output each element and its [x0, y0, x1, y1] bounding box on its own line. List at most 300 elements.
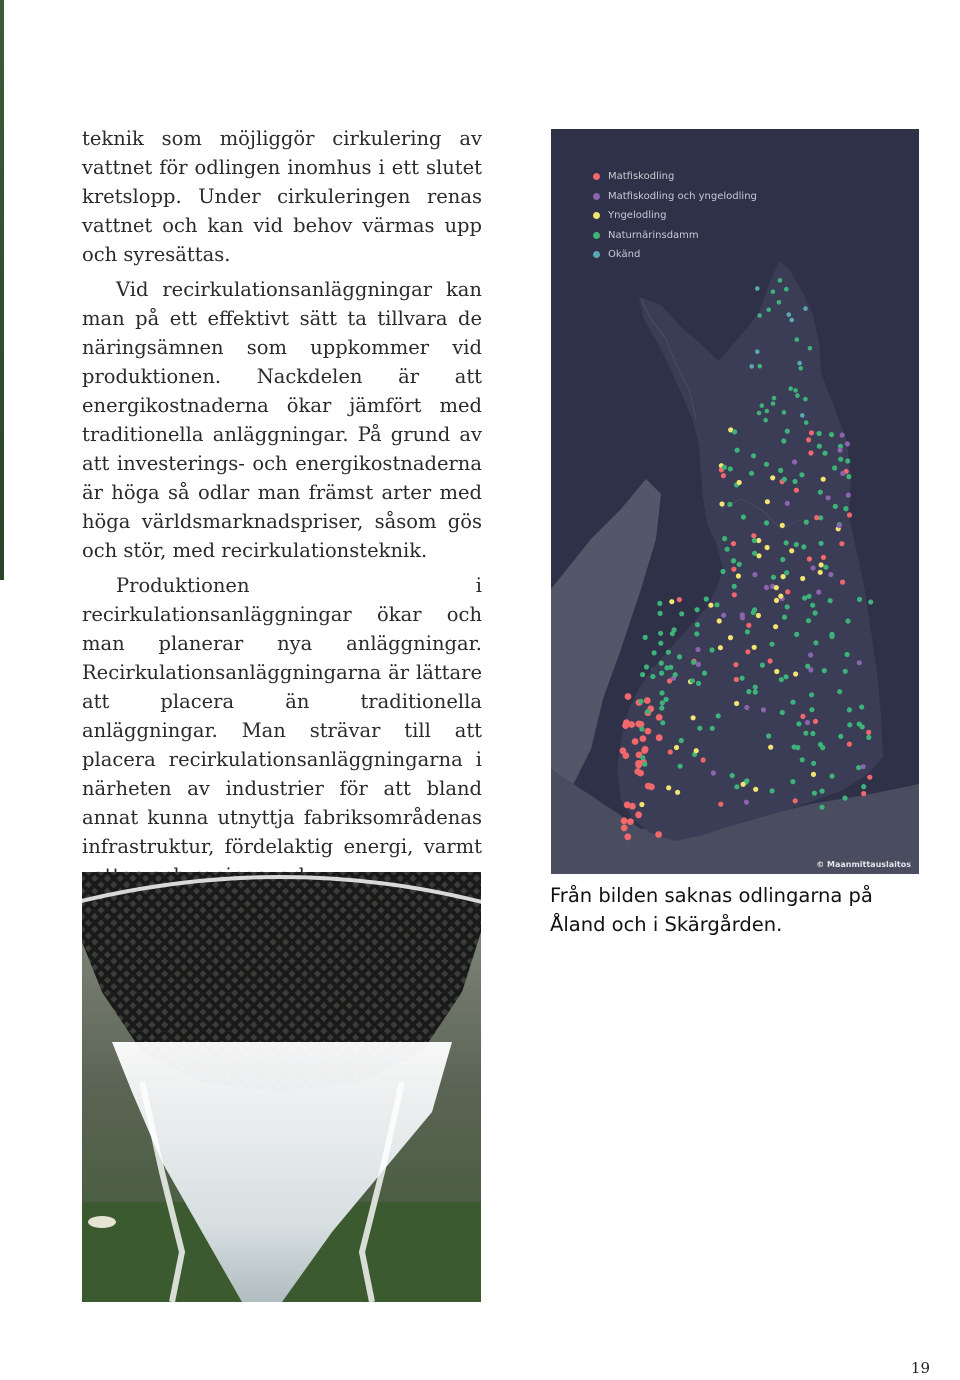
farm-dot [645, 728, 652, 735]
legend-dot-icon [593, 232, 600, 239]
farm-dot [847, 512, 852, 517]
farm-dot [770, 788, 775, 793]
farm-dot [749, 471, 754, 476]
farm-dot [794, 542, 799, 547]
farm-dot [785, 501, 790, 506]
page-number: 19 [910, 1359, 930, 1377]
farm-dot [769, 642, 774, 647]
farm-dot [730, 773, 735, 778]
farm-dot [694, 631, 699, 636]
farm-dot [818, 570, 823, 575]
farm-dot [859, 704, 864, 709]
farm-dot [679, 738, 684, 743]
farm-dot [725, 547, 730, 552]
farm-dot [744, 778, 749, 783]
farm-dot [832, 465, 837, 470]
farm-dot [805, 720, 810, 725]
farm-dot [722, 536, 727, 541]
farm-dot [861, 784, 866, 789]
farm-dot [821, 477, 826, 482]
farm-dot [798, 366, 803, 371]
farm-dot [728, 635, 733, 640]
legend-item [593, 167, 757, 187]
farm-dot [660, 700, 665, 705]
farm-dot [774, 598, 779, 603]
farm-dot [780, 523, 785, 528]
farm-dot [785, 429, 790, 434]
farm-dot [745, 649, 750, 654]
farm-dot [710, 726, 715, 731]
farm-dot [752, 572, 757, 577]
farm-dot [790, 779, 795, 784]
farm-dot [808, 450, 813, 455]
farm-dot [809, 430, 814, 435]
farm-dot [659, 706, 664, 711]
farm-dot [733, 662, 738, 667]
farm-dot [643, 635, 648, 640]
farm-dot [808, 652, 813, 657]
farm-dot [732, 592, 737, 597]
farm-dot [658, 641, 663, 646]
farm-dot [658, 611, 663, 616]
farm-dot [778, 594, 783, 599]
farm-dot [736, 573, 741, 578]
legend-label: Matfiskodling [608, 171, 675, 183]
farm-dot [810, 603, 815, 608]
farm-dot [719, 501, 724, 506]
farm-dot [644, 664, 649, 669]
farm-dot [784, 570, 789, 575]
farm-dot [823, 565, 828, 570]
farm-dot [811, 761, 816, 766]
farm-dot [731, 558, 736, 563]
farm-dot [801, 544, 806, 549]
farm-dot [840, 580, 845, 585]
farm-dot [673, 672, 678, 677]
farm-dot [650, 674, 655, 679]
farm-dot [639, 802, 644, 807]
farm-dot [694, 748, 699, 753]
farm-dot [843, 669, 848, 674]
farm-dot [704, 596, 709, 601]
farm-dot [721, 613, 726, 618]
farm-dot [773, 624, 778, 629]
farm-dot [847, 742, 852, 747]
legend-dot-icon [593, 173, 600, 180]
farm-dot [734, 701, 739, 706]
farm-dot [620, 747, 627, 754]
paragraph-1: teknik som möjliggör cirkulering av vattnet för odlingen inomhus i ett slutet kretslopp. Under cirkuleringen renas vattnet och kan vid behov värmas upp och syresättas. [82, 127, 482, 266]
farm-dot [621, 825, 628, 832]
farm-dot [702, 671, 707, 676]
farm-dot [677, 654, 682, 659]
farm-dot [768, 658, 773, 663]
legend-dot-icon [593, 212, 600, 219]
farm-dot [847, 707, 852, 712]
farm-dot [837, 689, 842, 694]
map-legend [593, 167, 757, 265]
farm-dot [666, 785, 671, 790]
farm-dot [735, 448, 740, 453]
farm-dot [657, 601, 662, 606]
farm-dot [674, 745, 679, 750]
farm-dot [718, 802, 723, 807]
farm-dot [799, 472, 804, 477]
farm-dot [845, 458, 850, 463]
farm-dot [752, 538, 757, 543]
farm-dot [634, 768, 641, 775]
farm-dot [770, 475, 775, 480]
farm-dot [644, 697, 651, 704]
farm-dot [802, 595, 807, 600]
farm-dot [774, 669, 779, 674]
farm-dot [840, 471, 845, 476]
legend-label: Matfiskodling och yngelodling [608, 190, 757, 202]
legend-dot-icon [593, 193, 600, 200]
farm-dot [696, 681, 701, 686]
farm-dot [778, 278, 783, 283]
farm-dot [804, 520, 809, 525]
farm-dot [804, 420, 809, 425]
farm-dot [818, 490, 823, 495]
farm-dot [640, 672, 645, 677]
farm-dot [779, 677, 784, 682]
farm-dot [764, 585, 769, 590]
farm-dot [828, 572, 833, 577]
farm-dot [765, 409, 770, 414]
legend-item [593, 226, 757, 246]
legend-label: Naturnärinsdamm [608, 229, 699, 241]
paragraph-2: Vid recirkulationsanläggningar kan man på ett effektivt sätt ta tillvara de näringsämnen som uppkommer vid produktionen. Nackdelen är att energikostnaderna ökar jämfört med traditionella anläggningar. På grund av att investerings- och energikostnaderna är höga så odlar man främst arter med höga världsmarknadspriser, såsom gös och stör, med recirkulationsteknik. [82, 278, 482, 562]
farm-dot [659, 690, 664, 695]
farm-dot [821, 555, 826, 560]
farm-dot [800, 757, 805, 762]
farm-dot [838, 734, 843, 739]
farm-dot [695, 607, 700, 612]
farm-dot [820, 805, 825, 810]
farm-dot [795, 393, 800, 398]
farm-dot [740, 612, 745, 617]
legend-item [593, 245, 757, 265]
farm-dot [771, 575, 776, 580]
farm-dot [845, 652, 850, 657]
farm-dot [866, 730, 871, 735]
farm-dot [813, 719, 818, 724]
farm-dot [812, 791, 817, 796]
farm-dot [668, 665, 673, 670]
farm-dot [755, 349, 760, 354]
farm-dot [691, 715, 696, 720]
farm-dot [807, 556, 812, 561]
farm-dot [817, 444, 822, 449]
farm-dot [833, 504, 838, 509]
farm-dot [677, 597, 682, 602]
farm-dot [790, 700, 795, 705]
farm-dot [645, 709, 650, 714]
farm-dot [659, 671, 664, 676]
farm-dot [793, 388, 798, 393]
farm-dot [785, 604, 790, 609]
farm-dot [734, 784, 739, 789]
farm-dot [695, 622, 700, 627]
farm-dot [765, 545, 770, 550]
paragraph-3: Produktionen i recirkulationsanläggningar ökar och man planerar nya anläggningar. Recirkulationsanläggningarna är lättare att placera än traditionella anläggningar. Man strävar till att placera recirkulationsanläggningarna i närheten av industrier för att bland annat kunna utnyttja fabriksområdenas infrastruktur, fördelaktig energi, varmt [82, 574, 482, 858]
farm-dot [805, 664, 810, 669]
farm-dot [829, 634, 834, 639]
net-with-water-image [82, 872, 481, 1302]
farm-dot [826, 495, 831, 500]
farm-dot [621, 817, 628, 824]
farm-dot [838, 457, 843, 462]
farm-dot [837, 448, 842, 453]
farm-dot [728, 466, 733, 471]
farm-dot [778, 468, 783, 473]
farm-dot [753, 787, 758, 792]
farm-dot [639, 727, 644, 732]
farm-dot [771, 289, 776, 294]
farm-dot [760, 663, 765, 668]
map-copyright: © Maanmittauslaitos [816, 860, 911, 869]
farm-dot [660, 720, 665, 725]
farm-dot [830, 774, 835, 779]
farm-dot [640, 755, 645, 760]
farm-dot [809, 707, 814, 712]
farm-dot [809, 692, 814, 697]
farm-dot [781, 438, 786, 443]
farm-dot [744, 800, 749, 805]
farm-dot [766, 733, 771, 738]
farm-dot [803, 731, 808, 736]
farm-dot [811, 565, 816, 570]
farm-dot [813, 610, 818, 615]
farm-dot [701, 757, 706, 762]
farm-dot [640, 735, 647, 742]
farm-dot [792, 459, 797, 464]
farm-dot [625, 693, 632, 700]
farm-dot [690, 678, 695, 683]
farm-dot [780, 557, 785, 562]
farm-dot [818, 742, 823, 747]
farm-dot [731, 541, 736, 546]
farm-dot [752, 645, 757, 650]
farm-dot [840, 433, 845, 438]
farm-dot [808, 346, 813, 351]
farm-dot [737, 480, 742, 485]
farm-dot [819, 562, 824, 567]
farm-dot [792, 744, 797, 749]
farm-dot [696, 662, 701, 667]
farm-dot [803, 397, 808, 402]
farm-dot [714, 602, 719, 607]
farm-dot [727, 502, 732, 507]
farm-dot [751, 610, 756, 615]
farm-dot [751, 453, 756, 458]
farm-dot [632, 738, 639, 745]
farm-dot [814, 515, 819, 520]
farm-dot [652, 650, 657, 655]
farm-dot [708, 603, 713, 608]
farm-dot [857, 597, 862, 602]
farm-dot [796, 721, 801, 726]
farm-dot [846, 493, 851, 498]
farm-dot [829, 432, 834, 437]
farm-dot [866, 735, 871, 740]
farm-dot [781, 574, 786, 579]
farm-dot [658, 631, 663, 636]
farm-dot [757, 411, 762, 416]
farm-dot [782, 615, 787, 620]
farm-dot [797, 361, 802, 366]
farm-dot [774, 585, 779, 590]
farm-dot [755, 286, 760, 291]
legend-item [593, 187, 757, 207]
farm-dot [772, 396, 777, 401]
body-text-column [82, 124, 482, 890]
farm-dot [792, 479, 797, 484]
farm-dot [803, 306, 808, 311]
farm-dot [861, 791, 866, 796]
farm-dot [783, 674, 788, 679]
farm-dot [794, 632, 799, 637]
farm-dot [793, 671, 798, 676]
farm-dot [659, 661, 664, 666]
farm-dot [666, 650, 671, 655]
farm-dot [745, 629, 750, 634]
farm-dot [764, 462, 769, 467]
farm-dot [645, 783, 652, 790]
farm-dot [751, 533, 756, 538]
farm-dot [787, 312, 792, 317]
farm-dot [679, 611, 684, 616]
farm-dot [800, 714, 805, 719]
farm-dot [756, 553, 761, 558]
farm-dot [720, 569, 725, 574]
edge-photo-strip [0, 0, 4, 580]
fish-farming-map [551, 129, 919, 874]
farm-dot [668, 749, 673, 754]
farm-dot [810, 731, 815, 736]
farm-dot [857, 722, 862, 727]
farm-dot [722, 465, 727, 470]
farm-dot [782, 477, 787, 482]
farm-dot [746, 623, 751, 628]
farm-dot [624, 833, 631, 840]
legend-item [593, 206, 757, 226]
farm-dot [777, 300, 782, 305]
farm-dot [845, 618, 850, 623]
legend-label: Okänd [608, 249, 641, 261]
farm-dot [711, 770, 716, 775]
farm-dot [784, 540, 789, 545]
farm-dot [753, 690, 758, 695]
farm-dot [780, 710, 785, 715]
farm-dot [753, 685, 758, 690]
farm-dot [822, 668, 827, 673]
farm-dot [789, 318, 794, 323]
farm-dot [760, 403, 765, 408]
farm-dot [737, 562, 742, 567]
farm-dot [709, 647, 714, 652]
farm-dot [842, 796, 847, 801]
farm-dot [655, 831, 662, 838]
farm-dot [782, 410, 787, 415]
farm-dot [635, 811, 642, 818]
farm-dot [642, 746, 649, 753]
farm-dot [752, 551, 757, 556]
farm-dot [732, 429, 737, 434]
farm-dot [847, 722, 852, 727]
farm-dot [678, 764, 683, 769]
farm-dot [691, 660, 696, 665]
farm-dot [768, 745, 773, 750]
farm-dot [697, 726, 702, 731]
farm-dot [813, 640, 818, 645]
farm-dot [784, 287, 789, 292]
farm-dot [638, 699, 643, 704]
farm-dot [732, 584, 737, 589]
legend-dot-icon [593, 251, 600, 258]
farm-dot [788, 386, 793, 391]
farm-dot [795, 337, 800, 342]
farm-dot [793, 798, 798, 803]
farm-dot [771, 401, 776, 406]
farm-dot [628, 721, 635, 728]
farm-dot [741, 514, 746, 519]
farm-dot [695, 647, 700, 652]
farm-dot [837, 523, 842, 528]
farm-dot [757, 313, 762, 318]
farm-dot [820, 789, 825, 794]
farm-dot [734, 677, 739, 682]
farm-dot [811, 772, 816, 777]
farm-dot [785, 589, 790, 594]
farm-dot [765, 499, 770, 504]
map-caption: Från bilden saknas odlingarna på Åland och i Skärgården. [550, 884, 873, 936]
farm-dot [758, 364, 763, 369]
legend-label: Yngelodling [608, 210, 667, 222]
farm-dot [756, 613, 761, 618]
farm-dot [817, 431, 822, 436]
farm-dot [717, 618, 722, 623]
farm-dot [656, 734, 663, 741]
farm-dot [627, 818, 634, 825]
farm-dot [861, 764, 866, 769]
farm-dot [868, 599, 873, 604]
farm-dot [800, 413, 805, 418]
fish-net-photo [82, 872, 481, 1302]
farm-dot [794, 488, 799, 493]
farm-dot [635, 760, 642, 767]
farm-dot [839, 541, 844, 546]
farm-dot [721, 473, 726, 478]
farm-dot [672, 627, 677, 632]
farm-dot [642, 762, 647, 767]
farm-dot [819, 541, 824, 546]
farm-dot [716, 713, 721, 718]
farm-dot [675, 790, 680, 795]
farm-dot [843, 506, 848, 511]
farm-dot [624, 802, 631, 809]
farm-dot [744, 705, 749, 710]
farm-dot [656, 714, 663, 721]
farm-dot [806, 618, 811, 623]
farm-dot [867, 775, 872, 780]
farm-dot [846, 474, 851, 479]
farm-dot [766, 308, 771, 313]
farm-dot [746, 689, 751, 694]
farm-dot [828, 598, 833, 603]
farm-dot [856, 765, 861, 770]
